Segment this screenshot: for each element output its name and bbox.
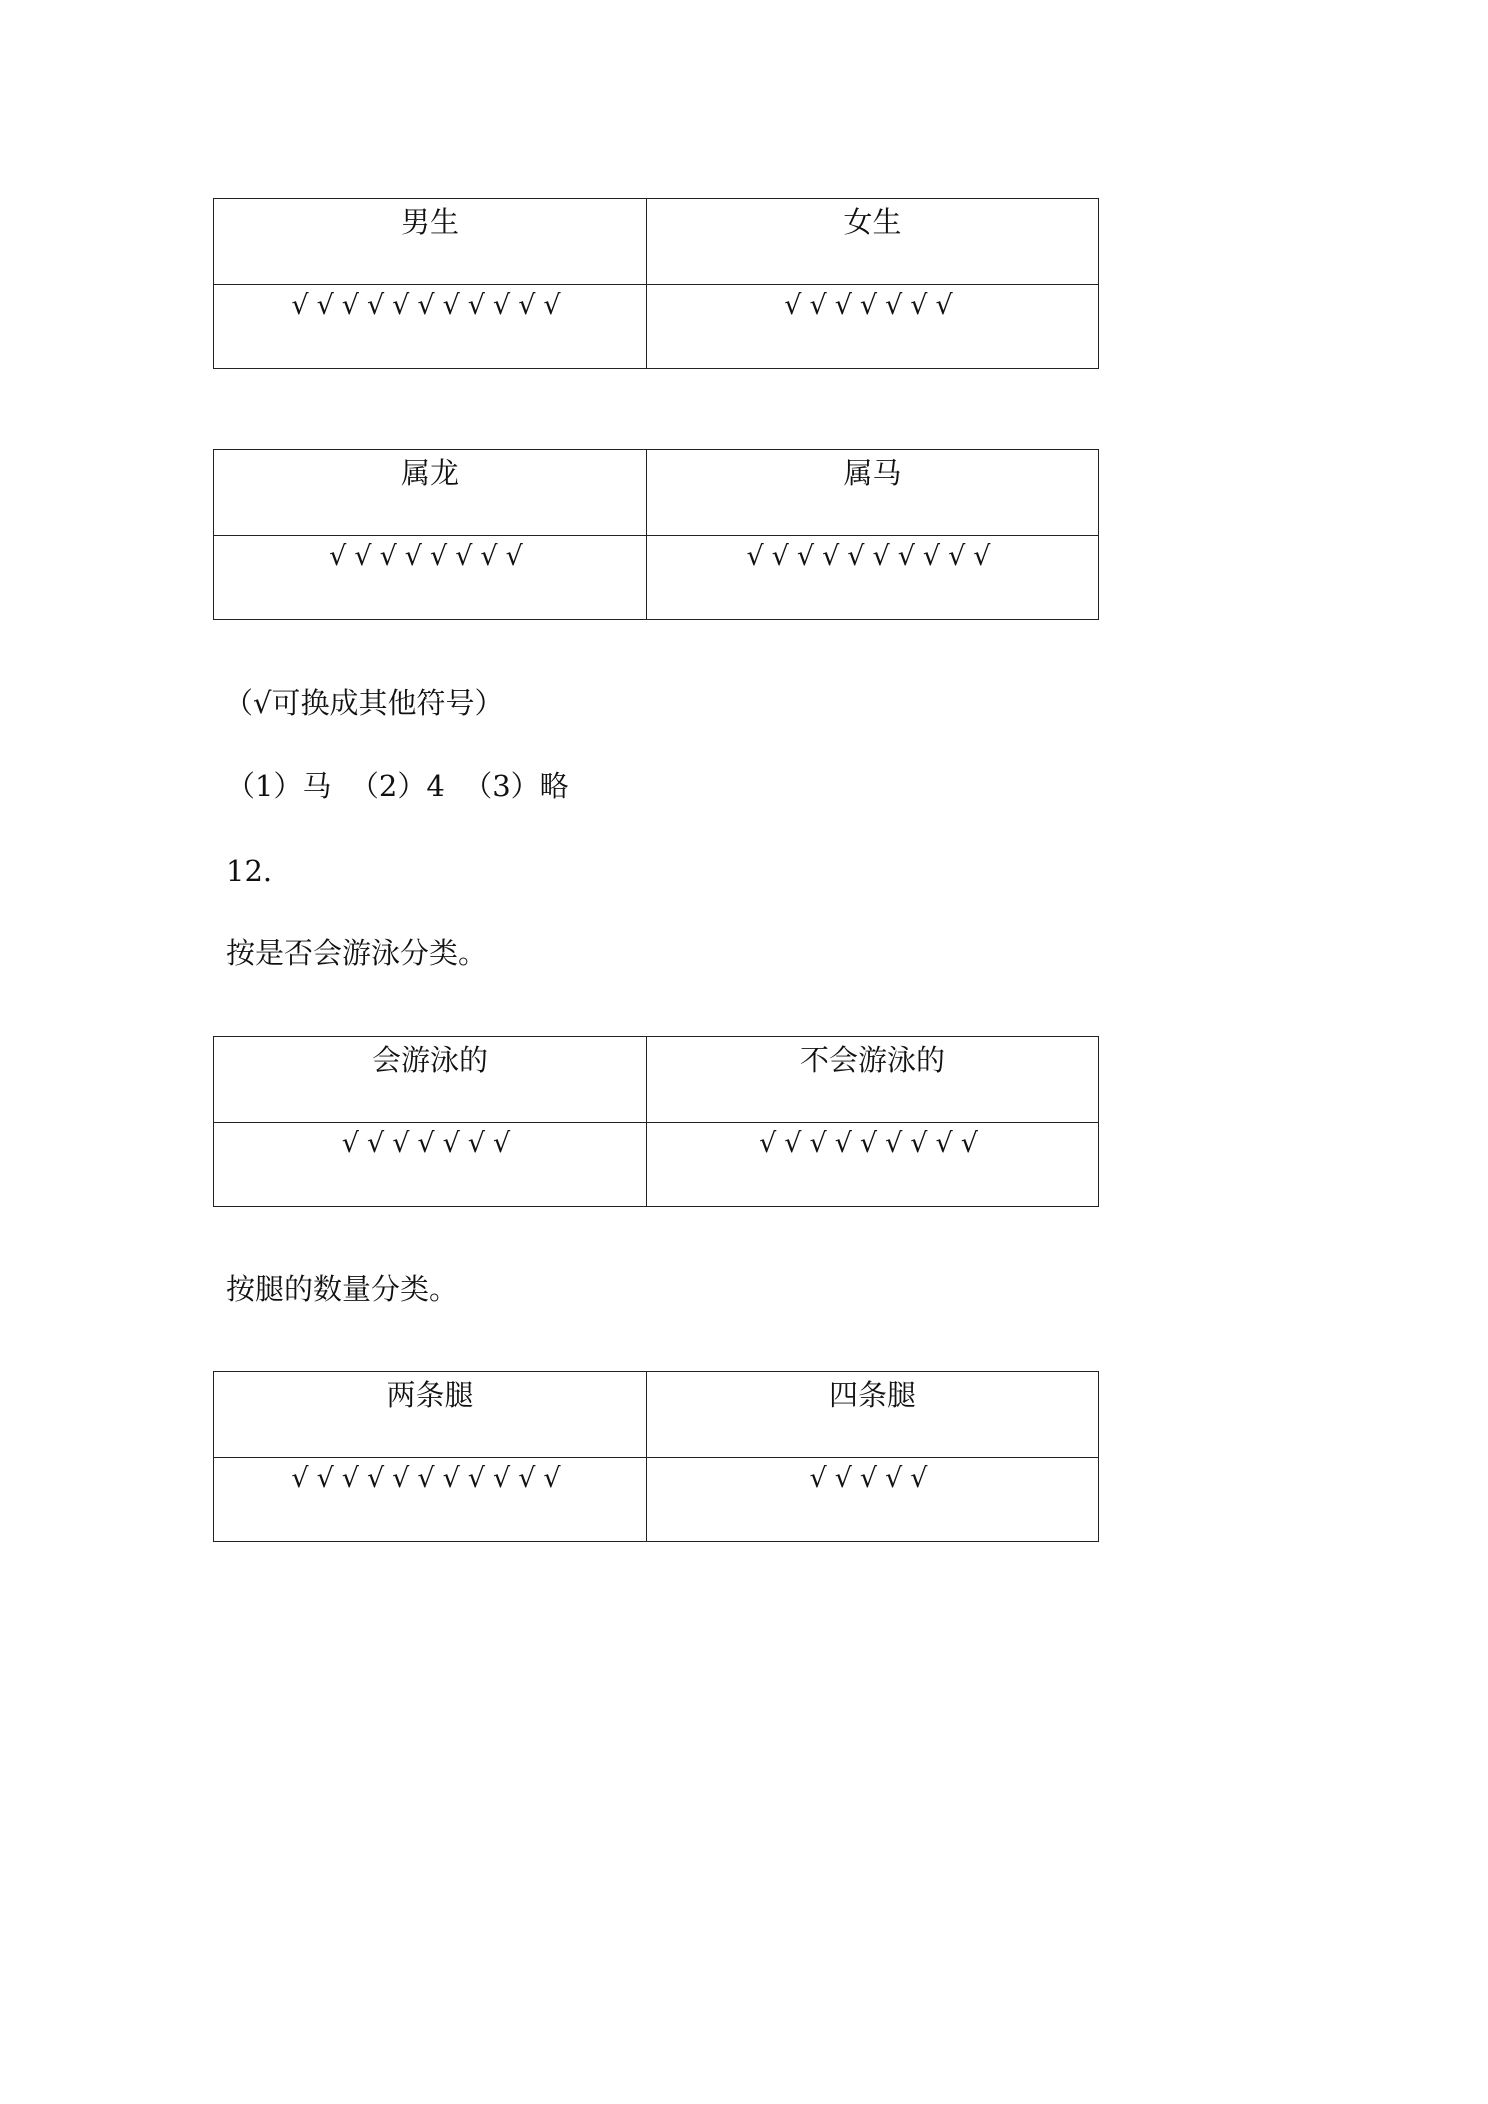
tally-marks-cell: √√√√√√√ bbox=[214, 1123, 647, 1207]
table-header-cell: 不会游泳的 bbox=[647, 1037, 1099, 1123]
table-header-row bbox=[214, 1372, 1099, 1458]
table-header-row bbox=[214, 450, 1099, 536]
table-header-cell: 四条腿 bbox=[647, 1372, 1099, 1458]
tally-marks-cell: √√√√√√√√√√√ bbox=[214, 285, 647, 369]
table-header-cell: 属马 bbox=[647, 450, 1099, 536]
table-marks-row bbox=[214, 285, 1099, 369]
table-marks-row bbox=[214, 1458, 1099, 1542]
tally-marks-cell: √√√√√ bbox=[647, 1458, 1099, 1542]
table-header-cell: 女生 bbox=[647, 199, 1099, 285]
swimming-tally-table bbox=[213, 1036, 1099, 1207]
table-header-cell: 属龙 bbox=[214, 450, 647, 536]
classification-legs-heading: 按腿的数量分类。 bbox=[226, 1272, 459, 1306]
table-header-row bbox=[214, 199, 1099, 285]
zodiac-tally-table bbox=[213, 449, 1099, 620]
table-marks-row bbox=[214, 1123, 1099, 1207]
table-header-cell: 男生 bbox=[214, 199, 647, 285]
question-number: 12. bbox=[226, 854, 273, 888]
legs-tally-table bbox=[213, 1371, 1099, 1542]
classification-swim-heading: 按是否会游泳分类。 bbox=[226, 936, 488, 970]
answers-line: （1）马 （2）4 （3）略 bbox=[226, 769, 569, 803]
table-marks-row bbox=[214, 536, 1099, 620]
tally-marks-cell: √√√√√√√√√ bbox=[647, 1123, 1099, 1207]
table-header-cell: 两条腿 bbox=[214, 1372, 647, 1458]
table-header-cell: 会游泳的 bbox=[214, 1037, 647, 1123]
tally-marks-cell: √√√√√√√√ bbox=[214, 536, 647, 620]
tally-marks-cell: √√√√√√√√√√√ bbox=[214, 1458, 647, 1542]
tally-marks-cell: √√√√√√√√√√ bbox=[647, 536, 1099, 620]
table-header-row bbox=[214, 1037, 1099, 1123]
gender-tally-table bbox=[213, 198, 1099, 369]
symbol-note: （√可换成其他符号） bbox=[224, 686, 504, 720]
tally-marks-cell: √√√√√√√ bbox=[647, 285, 1099, 369]
